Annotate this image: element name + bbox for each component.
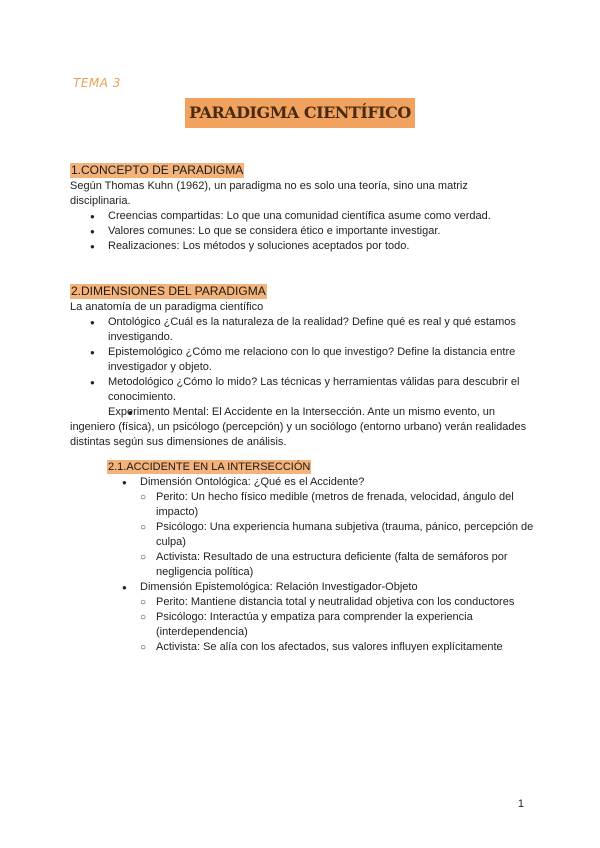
- subsection-heading: 2.1.ACCIDENTE EN LA INTERSECCIÓN: [108, 461, 311, 473]
- sub-list-item: ○ Activista: Se alía con los afectados, sus valores influyen explícitamente: [140, 640, 537, 655]
- dimension-item: [102, 475, 537, 580]
- section-accidente: [107, 460, 537, 655]
- title-container: [0, 98, 600, 128]
- sub-list: [140, 595, 537, 655]
- dimension-label: Dimensión Ontológica: ¿Qué es el Accidente?: [140, 476, 365, 488]
- section-heading: 1.CONCEPTO DE PARADIGMA: [71, 163, 244, 177]
- section-heading: 2.DIMENSIONES DEL PARADIGMA: [71, 284, 266, 298]
- dimension-list: [102, 475, 537, 655]
- topic-label: TEMA 3: [73, 76, 121, 90]
- dimension-item: [102, 580, 537, 655]
- section-concepto: [70, 163, 540, 254]
- list-item: ● Valores comunes: Lo que se considera ético e importante investigar.: [70, 224, 540, 239]
- list-item: ● Experimento Mental: El Accidente en la Intersección. Ante un mismo evento, un ingeniero (física), un psicólogo (percepción) y un sociólogo (entorno urbano) verán realidades distintas según sus dimensiones de análisis.: [70, 405, 530, 450]
- list-item: ● Ontológico ¿Cuál es la naturaleza de la realidad? Define qué es real y qué estamos investigando.: [70, 315, 530, 345]
- page-title: PARADIGMA CIENTÍFICO: [185, 98, 415, 128]
- list-item: ● Creencias compartidas: Lo que una comunidad científica asume como verdad.: [70, 209, 540, 224]
- page-number: 1: [517, 798, 524, 810]
- section-intro: La anatomía de un paradigma científico: [70, 301, 264, 313]
- bullet-list: [70, 315, 530, 450]
- bullet-list: [70, 209, 540, 254]
- list-item: ● Metodológico ¿Cómo lo mido? Las técnicas y herramientas válidas para descubrir el conocimiento.: [70, 375, 530, 405]
- section-dimensiones: [70, 284, 540, 450]
- list-item: ● Realizaciones: Los métodos y soluciones aceptados por todo.: [70, 239, 540, 254]
- list-item: ● Epistemológico ¿Cómo me relaciono con lo que investigo? Define la distancia entre investigador y objeto.: [70, 345, 530, 375]
- sub-list-item: ○ Activista: Resultado de una estructura deficiente (falta de semáforos por negligencia política): [140, 550, 537, 580]
- sub-list-item: ○ Perito: Un hecho físico medible (metros de frenada, velocidad, ángulo del impacto): [140, 490, 537, 520]
- section-intro: Según Thomas Kuhn (1962), un paradigma no es solo una teoría, sino una matriz disciplinaria.: [70, 180, 468, 207]
- sub-list-item: ○ Psicólogo: Interactúa y empatiza para comprender la experiencia (interdependencia): [140, 610, 537, 640]
- sub-list: [140, 490, 537, 580]
- dimension-label: Dimensión Epistemológica: Relación Investigador-Objeto: [140, 581, 418, 593]
- sub-list-item: ○ Psicólogo: Una experiencia humana subjetiva (trauma, pánico, percepción de culpa): [140, 520, 537, 550]
- sub-list-item: ○ Perito: Mantiene distancia total y neutralidad objetiva con los conductores: [140, 595, 537, 610]
